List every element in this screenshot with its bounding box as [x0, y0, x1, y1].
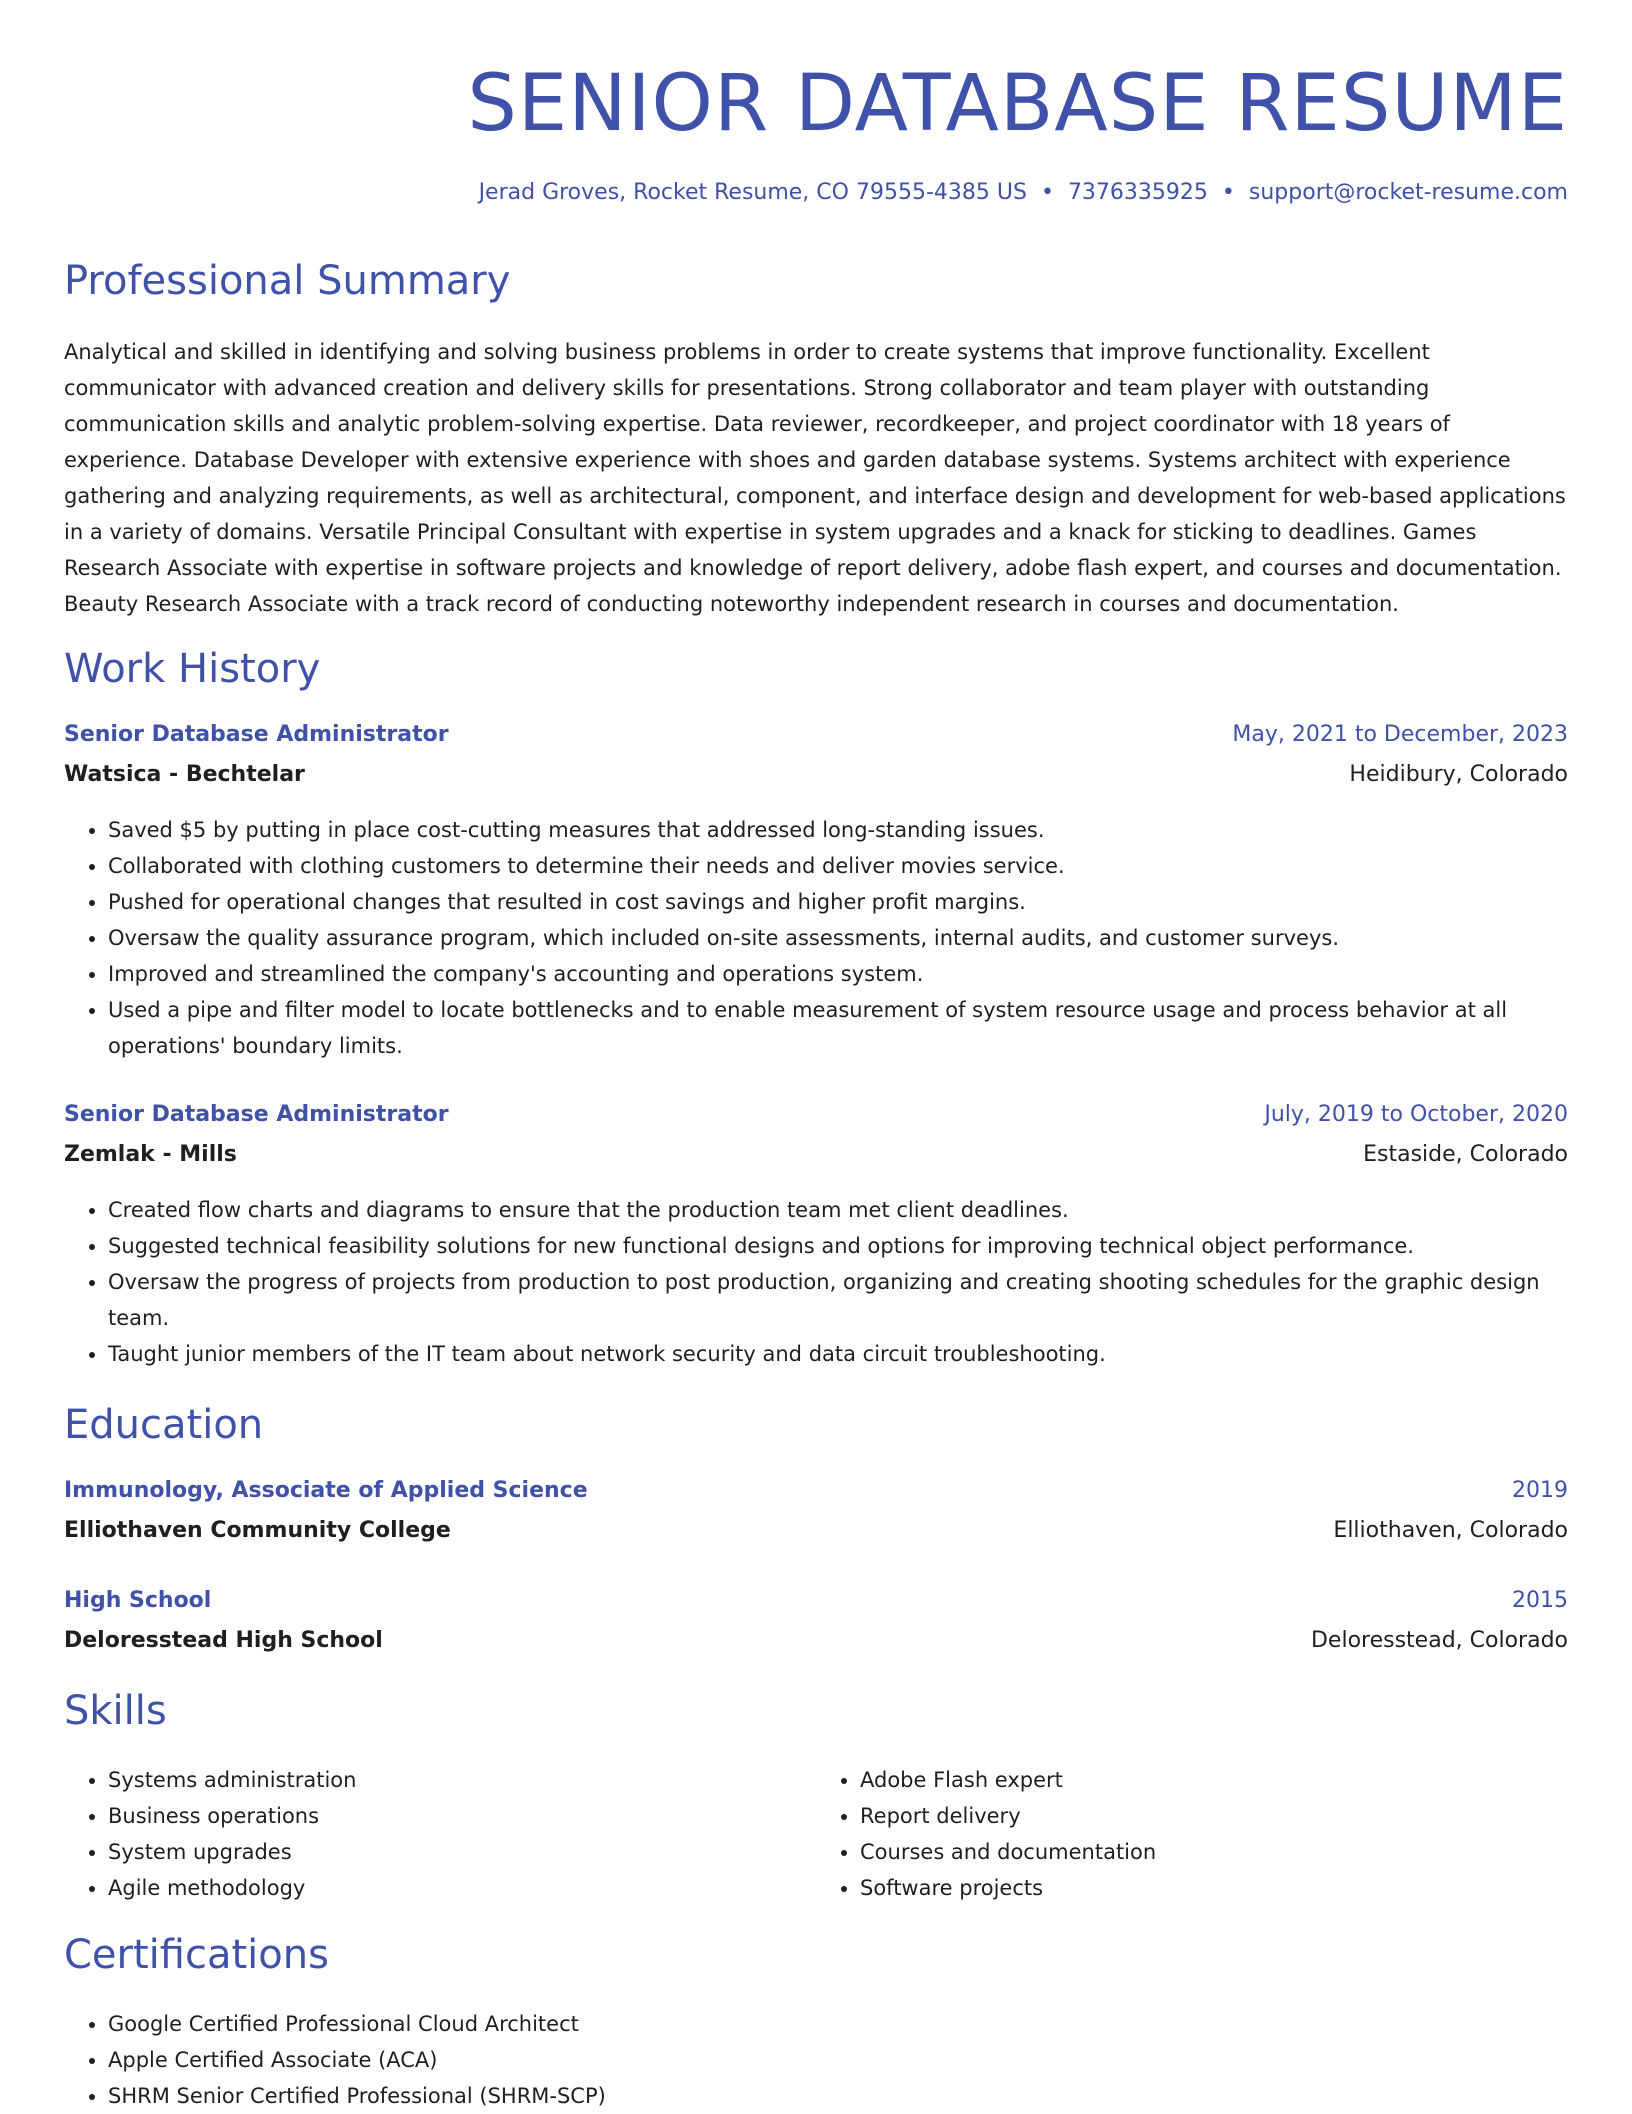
- education-degree: Immunology, Associate of Applied Science: [64, 1478, 588, 1503]
- summary-text: Analytical and skilled in identifying and solving business problems in order to create systems that improve functionality. Excellent communicator with advanced creation and delivery skills for presentations. Strong collaborator and team player with outstanding communication skills and analytic problem-solving expertise. Data reviewer, recordkeeper, and project coordinator with 18 years of experience. Database Developer with extensive experience with shoes and garden database systems. Systems architect with experience gathering and analyzing requirements, as well as architectural, component, and interface design and development for web-based applications in a variety of domains. Versatile Principal Consultant with expertise in system upgrades and a knack for sticking to deadlines. Games Research Associate with expertise in software projects and knowledge of report delivery, adobe flash expert, and courses and documentation. Beauty Research Associate with a track record of conducting noteworthy independent research in courses and documentation.: [64, 340, 1566, 616]
- certifications-list: [64, 2006, 1568, 2114]
- job-bullet: • Used a pipe and filter model to locate bottlenecks and to enable measurement of system resource usage and process behavior at all operations' boundary limits.: [108, 992, 1568, 1064]
- education-heading: Education: [64, 1402, 264, 1448]
- skills-list: [64, 1762, 1568, 1906]
- certification-item: • Google Certified Professional Cloud Architect: [108, 2006, 1568, 2042]
- certification-item: • SHRM Senior Certified Professional (SHRM-SCP): [108, 2078, 1568, 2114]
- job-company: Watsica - Bechtelar: [64, 762, 305, 787]
- skill-item: • Courses and documentation: [860, 1834, 1568, 1870]
- contact-phone: 7376335925: [1067, 180, 1208, 205]
- job-bullets: [64, 812, 1568, 1064]
- job-bullet: • Saved $5 by putting in place cost-cutting measures that addressed long-standing issues.: [108, 812, 1568, 848]
- job-location: Heidibury, Colorado: [1349, 762, 1568, 787]
- skill-item: • Systems administration: [108, 1762, 816, 1798]
- education-entry: [64, 1588, 1568, 1668]
- skill-item: • Software projects: [860, 1870, 1568, 1906]
- job-bullet: • Created flow charts and diagrams to ensure that the production team met client deadlines.: [108, 1192, 1568, 1228]
- job-bullets: [64, 1192, 1568, 1372]
- skill-item: • System upgrades: [108, 1834, 816, 1870]
- job-bullet: • Oversaw the quality assurance program, which included on-site assessments, internal audits, and customer surveys.: [108, 920, 1568, 956]
- job-entry: [64, 722, 1568, 1064]
- resume-title: SENIOR DATABASE RESUME: [467, 59, 1568, 149]
- contact-line: [479, 180, 1568, 205]
- skill-item: • Report delivery: [860, 1798, 1568, 1834]
- certifications-heading: Certifications: [64, 1932, 329, 1978]
- skills-column-right: [816, 1762, 1568, 1906]
- education-location: Deloresstead, Colorado: [1310, 1628, 1568, 1653]
- job-company: Zemlak - Mills: [64, 1142, 237, 1167]
- contact-separator: •: [1040, 180, 1054, 205]
- job-bullet: • Suggested technical feasibility solutions for new functional designs and options for improving technical object performance.: [108, 1228, 1568, 1264]
- work-history-heading: Work History: [64, 646, 321, 692]
- skill-item: • Adobe Flash expert: [860, 1762, 1568, 1798]
- certifications-bullets: [64, 2006, 1568, 2114]
- job-bullet: • Taught junior members of the IT team about network security and data circuit troubleshooting.: [108, 1336, 1568, 1372]
- job-dates: July, 2019 to October, 2020: [1264, 1102, 1568, 1127]
- education-year: 2015: [1512, 1588, 1568, 1613]
- resume-page: [64, 0, 1568, 2108]
- job-location: Estaside, Colorado: [1363, 1142, 1568, 1167]
- contact-address: Jerad Groves, Rocket Resume, CO 79555-4385 US: [478, 180, 1027, 205]
- job-title: Senior Database Administrator: [64, 1102, 449, 1127]
- job-bullet: • Oversaw the progress of projects from production to post production, organizing and creating shooting schedules for the graphic design team.: [108, 1264, 1568, 1336]
- skill-item: • Business operations: [108, 1798, 816, 1834]
- education-school: Elliothaven Community College: [64, 1518, 451, 1543]
- job-bullet: • Collaborated with clothing customers to determine their needs and deliver movies service.: [108, 848, 1568, 884]
- contact-email[interactable]: support@rocket-resume.com: [1248, 180, 1568, 205]
- education-entry: [64, 1478, 1568, 1558]
- education-degree: High School: [64, 1588, 212, 1613]
- certification-item: • Apple Certified Associate (ACA): [108, 2042, 1568, 2078]
- skills-heading: Skills: [64, 1688, 167, 1734]
- job-entry: [64, 1102, 1568, 1372]
- education-location: Elliothaven, Colorado: [1333, 1518, 1568, 1543]
- skills-column-left: [64, 1762, 816, 1906]
- summary-heading: Professional Summary: [64, 258, 511, 304]
- job-bullet: • Improved and streamlined the company's accounting and operations system.: [108, 956, 1568, 992]
- education-year: 2019: [1512, 1478, 1568, 1503]
- job-dates: May, 2021 to December, 2023: [1232, 722, 1568, 747]
- job-title: Senior Database Administrator: [64, 722, 449, 747]
- contact-separator: •: [1221, 180, 1235, 205]
- skill-item: • Agile methodology: [108, 1870, 816, 1906]
- job-bullet: • Pushed for operational changes that resulted in cost savings and higher profit margins.: [108, 884, 1568, 920]
- education-school: Deloresstead High School: [64, 1628, 383, 1653]
